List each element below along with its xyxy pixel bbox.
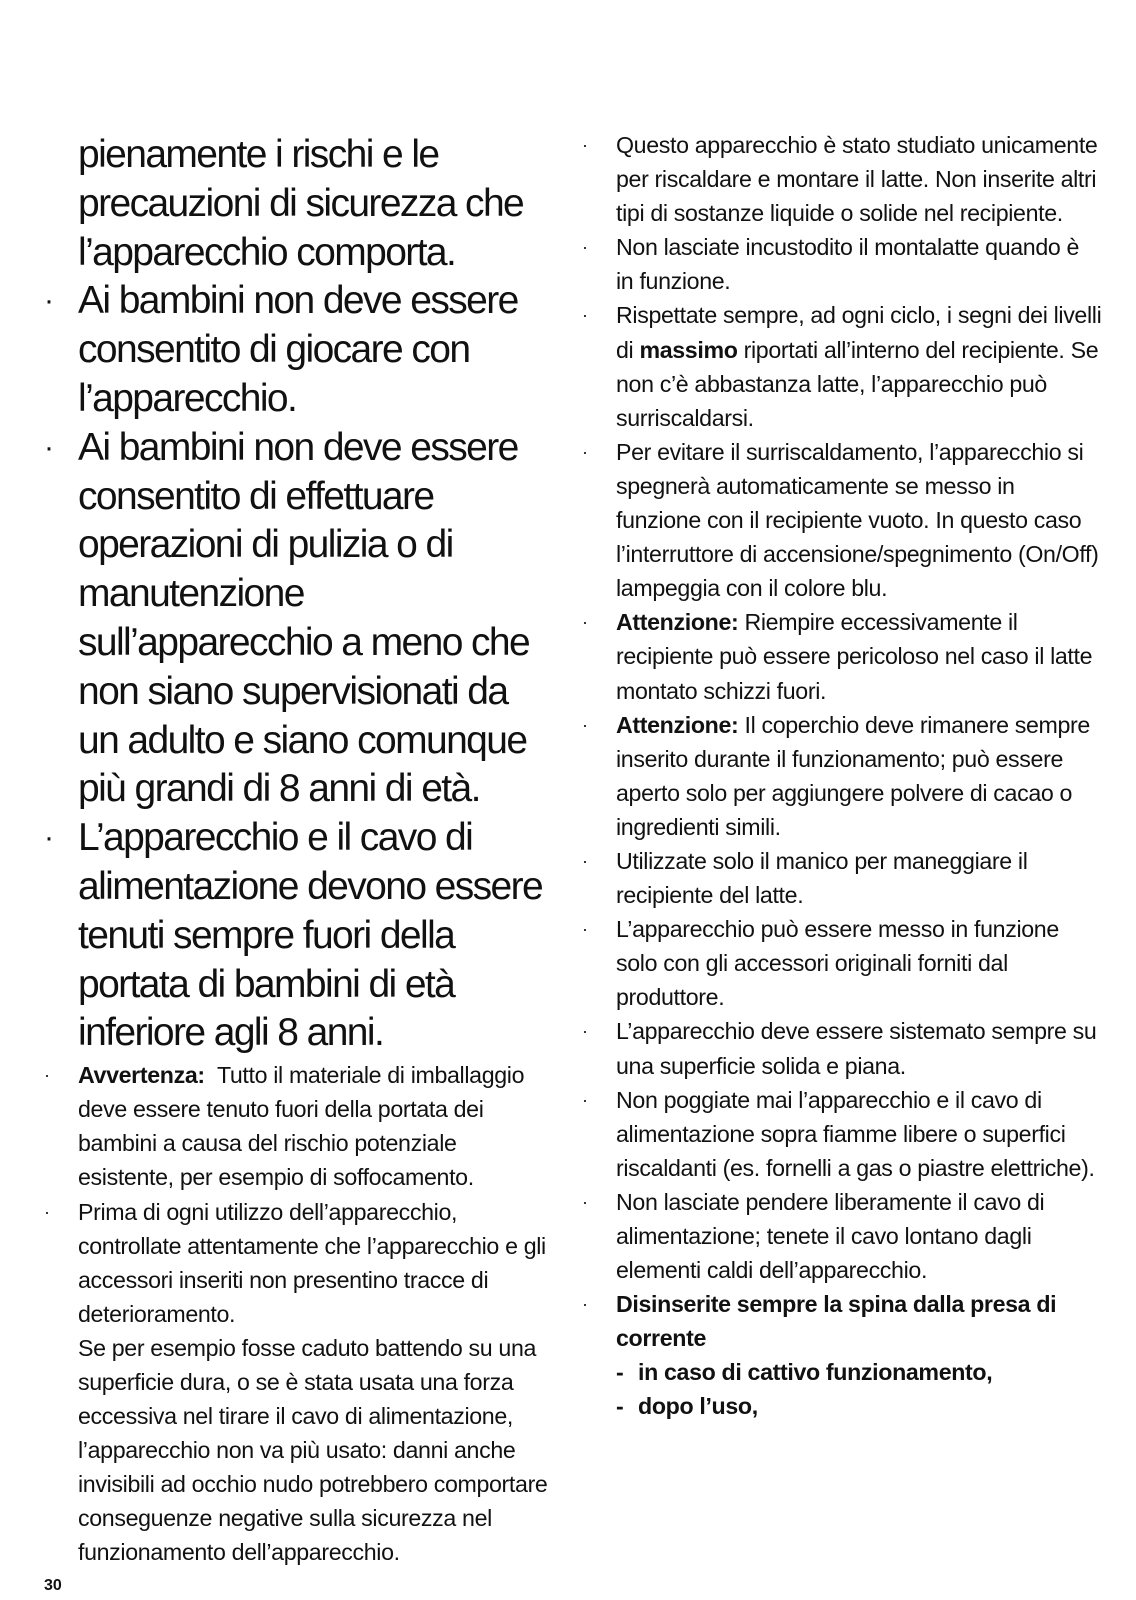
list-item-text: Questo apparecchio è stato studiato unicamente per riscaldare e montare il latte. Non inserite altri tipi di sostanze liquide o solide nel recipiente. [616,132,1098,227]
dash-icon: - [616,1359,624,1386]
large-list-item-text: L’apparecchio e il cavo di alimentazione devono essere tenuti sempre fuori della portata di bambini di età inferiore agli 8 anni. [78,816,543,1055]
attention-label: Attenzione: [616,609,739,636]
list-item-text: riportati all’interno del recipiente. Se non c’è abbastanza latte, l’apparecchio può surriscaldarsi. [616,336,1099,431]
bullet-icon: · [44,821,53,855]
unplug-list-item [582,1287,1102,1355]
bullet-icon: · [582,850,588,871]
list-item [582,128,1102,230]
bullet-icon: · [44,1201,50,1222]
warning-text: Tutto il materiale di imballaggio deve essere tenuto fuori della portata dei bambini a causa del rischio potenziale esistente, per esempio di soffocamento. [78,1062,525,1191]
list-item-text: Riempire eccessivamente il recipiente può essere pericoloso nel caso il latte montato schizzi fuori. [616,609,1093,704]
unplug-subitem [582,1389,1102,1423]
bullet-icon: · [44,430,53,464]
bullet-icon: · [582,1191,588,1212]
unplug-text: Disinserite sempre la spina dalla presa di corrente [616,1291,1057,1352]
unplug-subitem-text: dopo l’uso, [638,1393,758,1420]
list-item-text: Rispettate sempre, ad ogni ciclo, i segni dei livelli di [616,302,1102,363]
bullet-icon: · [44,284,53,318]
list-item [582,230,1102,298]
list-item [582,298,1102,434]
bullet-icon: · [582,305,588,326]
list-item [582,844,1102,912]
inspection-text: Prima di ogni utilizzo dell’apparecchio, controllate attentamente che l’apparecchio e gli accessori inseriti non presentino tracce di deterioramento. [78,1198,546,1327]
bullet-icon: · [44,1065,50,1086]
bullet-icon: · [582,1294,588,1315]
large-list-item-text: Ai bambini non deve essere consentito di effettuare operazioni di pulizia o di manutenzione sull’apparecchio a meno che non siano supervisionati da un adulto e siano comunque più grandi di 8 anni di età. [78,425,530,811]
dash-icon: - [616,1393,624,1420]
right-column [582,0,1102,1424]
bullet-icon: · [582,1021,588,1042]
list-item-text: L’apparecchio può essere messo in funzione solo con gli accessori originali forniti dal produttore. [616,916,1059,1011]
list-item [582,1014,1102,1082]
bullet-icon: · [582,441,588,462]
bullet-icon: · [582,612,588,633]
bullet-icon: · [582,135,588,155]
unplug-subitem-text: in caso di cattivo funzionamento, [638,1359,993,1386]
large-text-block [44,131,554,1058]
list-item-text: L’apparecchio deve essere sistemato sempre su una superficie solida e piana. [616,1018,1097,1079]
list-item [582,605,1102,707]
list-item-text: Il coperchio deve rimanere sempre inserito durante il funzionamento; può essere aperto solo per aggiungere polvere di cacao o ingredienti simili. [616,711,1090,840]
left-column [44,0,554,1570]
bullet-icon: · [582,714,588,735]
inspection-list-item [44,1195,554,1570]
list-item-text: Utilizzate solo il manico per maneggiare il recipiente del latte. [616,847,1028,909]
inspection-text-continued: Se per esempio fosse caduto battendo su una superficie dura, o se è stata usata una forza eccessiva nel tirare il cavo di alimentazione, l’apparecchio non va più usato: danni anche invisibili ad occhio nudo potrebbero comportare conseguenze negative sulla sicurezza nel funzionamento dell’apparecchio. [78,1334,548,1566]
list-item [582,912,1102,1014]
large-list-item [44,814,554,1058]
bullet-icon: · [582,237,588,258]
unplug-subitem [582,1355,1102,1389]
list-item-bold: massimo [639,336,738,363]
small-text-block [44,1058,554,1569]
list-item-text: Non lasciate incustodito il montalatte quando è in funzione. [616,234,1080,295]
list-item-text: Non lasciate pendere liberamente il cavo di alimentazione; tenete il cavo lontano dagli elementi caldi dell’apparecchio. [616,1188,1045,1284]
large-list-item [44,277,554,423]
list-item [582,708,1102,844]
list-item [582,435,1102,605]
list-item [582,1083,1102,1185]
warning-label: Avvertenza: [78,1062,205,1089]
warning-list-item [44,1058,554,1194]
large-continuation-paragraph: pienamente i rischi e le precauzioni di sicurezza che l’apparecchio comporta. [78,133,524,274]
page-number: 30 [44,1577,62,1594]
bullet-icon: · [582,919,588,940]
list-item-text: Non poggiate mai l’apparecchio e il cavo di alimentazione sopra fiamme libere o superfici riscaldanti (es. fornelli a gas o piastre elettriche). [616,1086,1095,1181]
large-list-item [44,424,554,814]
attention-label: Attenzione: [616,711,739,738]
list-item [582,1185,1102,1287]
bullet-icon: · [582,1089,588,1110]
large-list-item-text: Ai bambini non deve essere consentito di giocare con l’apparecchio. [78,279,518,420]
list-item-text: Per evitare il surriscaldamento, l’apparecchio si spegnerà automaticamente se messo in funzione con il recipiente vuoto. In questo caso l’interruttore di accensione/spegnimento (On/Off) lampeggia con il colore blu. [616,438,1099,602]
